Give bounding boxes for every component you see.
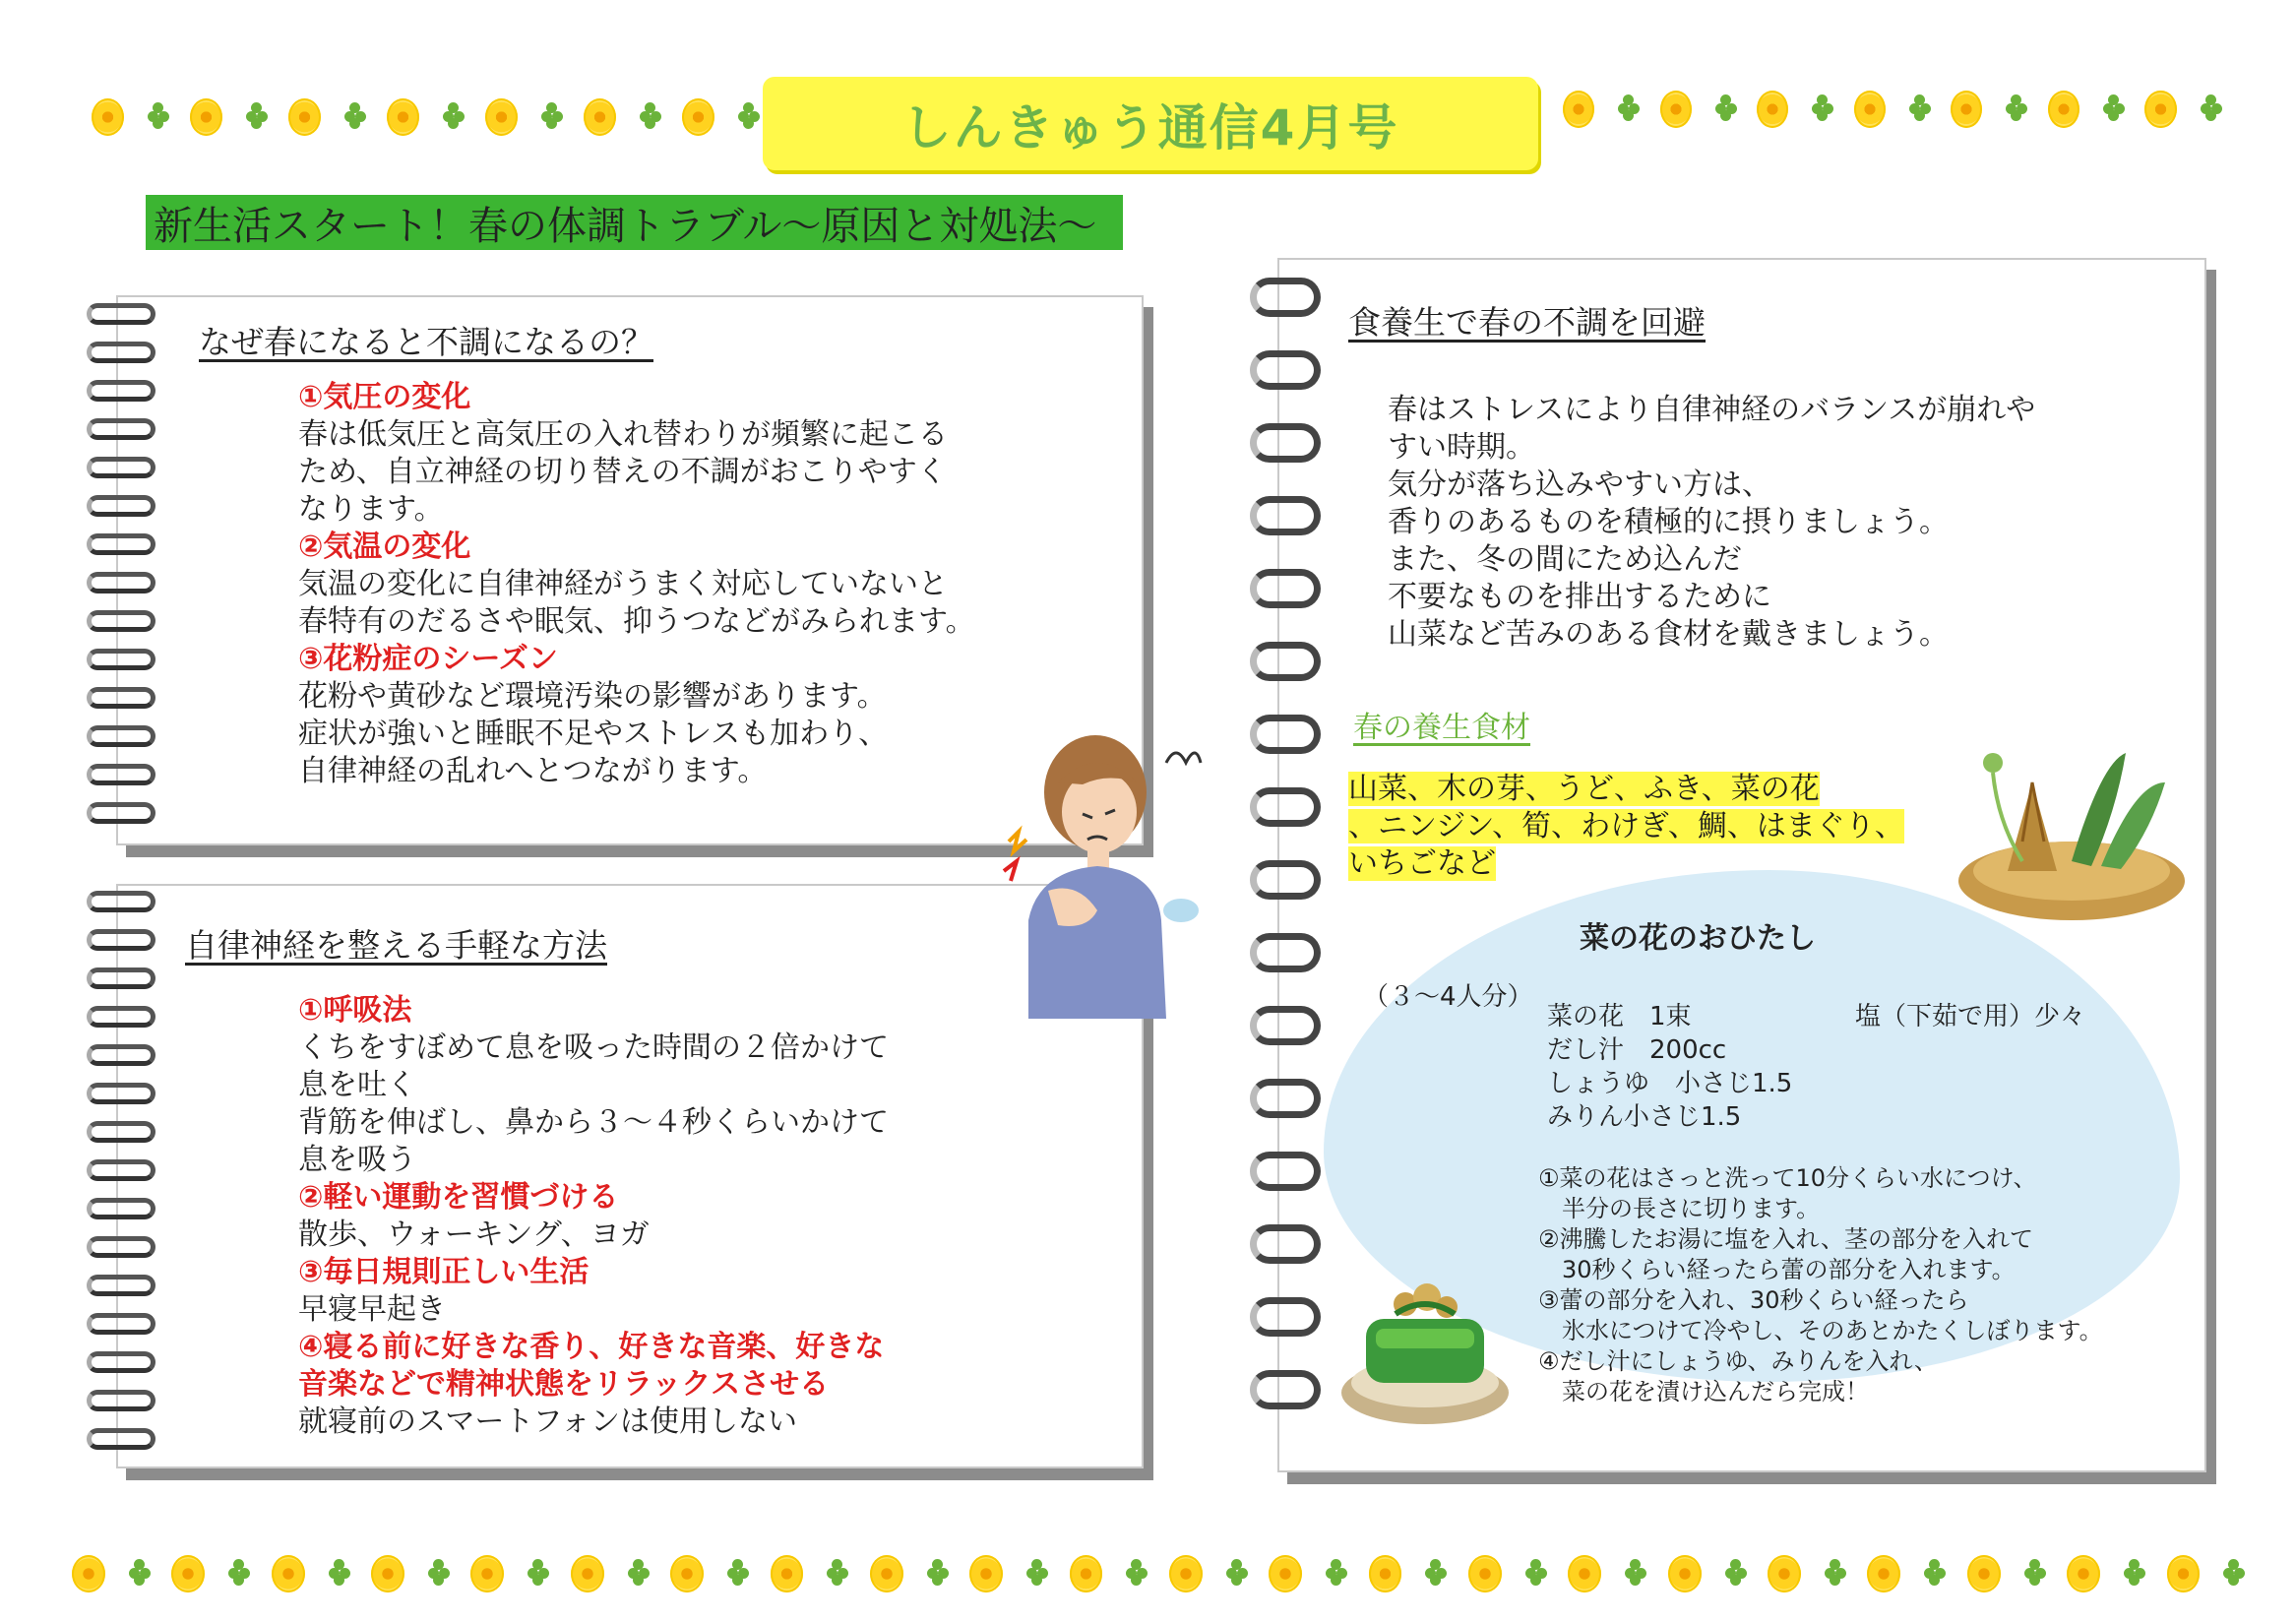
clover-decoration [1812,98,1831,120]
method-heading-4: ④寝る前に好きな香り、好きな音楽、好きな [298,1330,885,1364]
clover-decoration [344,106,363,128]
clover-decoration [1924,1563,1944,1585]
method-text: 息を吐く [298,1068,416,1102]
spiral-ring [1250,569,1321,608]
cause-heading-3: ③花粉症のシーズン [298,642,558,676]
spiral-ring [1250,642,1321,681]
flower-decoration [1169,1555,1203,1592]
spiral-ring [87,1351,155,1373]
headline-text: 新生活スタート！春の体調トラブル～原因と対処法～ [154,203,1097,249]
diet-text: すい時期。 [1388,430,1535,465]
clover-decoration [1715,98,1734,120]
clover-decoration [246,106,265,128]
spiral-ring [87,1006,155,1028]
flower-decoration [682,98,714,136]
spiral-ring [1250,933,1321,972]
spiral-ring [87,303,155,325]
spiral-ring [87,1428,155,1450]
clover-decoration [148,106,166,128]
cause-heading-2: ②気温の変化 [298,530,471,564]
method-text: 息を吸う [298,1143,416,1177]
recipe-step: 半分の長さに切ります。 [1538,1195,1821,1222]
flower-decoration [387,98,419,136]
flower-decoration [1854,91,1886,128]
diet-text: 不要なものを排出するために [1388,580,1771,614]
flower-decoration [1867,1555,1900,1592]
flower-decoration [584,98,616,136]
ingredient: 菜の花 1束 [1547,1002,1692,1031]
clover-decoration [2024,1563,2044,1585]
section-causes-body [298,379,1046,790]
ingredient: しょうゆ 小さじ1.5 [1547,1069,1793,1098]
spiral-ring [87,342,155,363]
spiral-ring [87,649,155,670]
clover-decoration [1825,1563,1844,1585]
method-text: 散歩、ウォーキング、ヨガ [298,1217,650,1252]
spiral-ring [1250,715,1321,754]
flower-decoration [485,98,518,136]
cause-text: 気温の変化に自律神経がうまく対応していないと [298,567,948,601]
flower-decoration [1660,91,1692,128]
method-heading-4-cont: 音楽などで精神状態をリラックスさせる [298,1367,830,1402]
bottom-flower-border [54,1555,2249,1592]
clover-decoration [738,106,757,128]
flower-decoration [1668,1555,1702,1592]
clover-decoration [1425,1563,1445,1585]
spiral-binding-1 [87,303,155,841]
spring-foods-list [1348,771,1958,883]
recipe-salt: 塩（下茹で用）少々 [1855,1002,2086,1031]
flower-decoration [670,1555,704,1592]
flower-decoration [470,1555,504,1592]
spiral-ring [1250,1224,1321,1264]
clover-decoration [1625,1563,1644,1585]
section-diet-body [1388,392,2136,654]
flower-decoration [1369,1555,1402,1592]
flower-decoration [190,98,222,136]
spiral-ring [87,687,155,709]
flower-decoration [1768,1555,1801,1592]
clover-decoration [2201,98,2219,120]
spiral-ring [87,457,155,478]
spiral-ring [87,533,155,555]
flower-decoration [92,98,124,136]
section-diet-title: 食養生で春の不調を回避 [1348,303,1706,342]
recipe-step: ①菜の花はさっと洗って10分くらい水につけ、 [1538,1164,2037,1192]
cause-text: 症状が強いと睡眠不足やストレスも加わり、 [298,717,889,751]
clover-decoration [1618,98,1637,120]
diet-text: 春はストレスにより自律神経のバランスが崩れや [1388,393,2036,427]
diet-text: 山菜など苦みのある食材を戴きましょう。 [1388,617,1949,652]
woman-discomfort-illustration [989,723,1206,1019]
spiral-ring [1250,423,1321,463]
cause-text: 春は低気圧と高気圧の入れ替わりが頻繁に起こる [298,417,948,452]
clover-decoration [927,1563,947,1585]
spiral-ring [87,764,155,785]
ohitashi-dish-illustration [1336,1260,1514,1432]
diet-text: 気分が落ち込みやすい方は、 [1388,468,1771,502]
flower-decoration [1951,91,1982,128]
flower-decoration [870,1555,903,1592]
clover-decoration [1126,1563,1146,1585]
recipe-servings: （３～4人分） [1363,982,1533,1012]
spiral-ring [87,418,155,440]
cause-text: なります。 [298,492,444,527]
spiral-ring [87,891,155,912]
recipe-steps [1538,1163,2188,1407]
flower-decoration [969,1555,1003,1592]
top-flower-border-right [1545,91,2224,128]
clover-decoration [541,106,560,128]
headline-banner [146,195,1123,250]
flower-decoration [771,1555,804,1592]
spiral-ring [87,1198,155,1219]
clover-decoration [640,106,658,128]
spiral-ring [87,1275,155,1296]
spiral-ring [87,495,155,517]
clover-decoration [2103,98,2122,120]
flower-decoration [288,98,321,136]
section-methods-title: 自律神経を整える手軽な方法 [185,926,607,965]
spiral-ring [1250,1152,1321,1191]
cause-text: 花粉や黄砂など環境汚染の影響があります。 [298,679,887,714]
spiral-ring [1250,1370,1321,1409]
spiral-ring [87,725,155,747]
clover-decoration [329,1563,348,1585]
flower-decoration [72,1555,105,1592]
method-heading-2: ②軽い運動を習慣づける [298,1180,619,1215]
newsletter-title: しんきゅう通信4月号 [901,98,1399,156]
spiral-ring [87,929,155,951]
flower-decoration [2167,1555,2201,1592]
clover-decoration [1326,1563,1345,1585]
newsletter-title-box [763,77,1538,170]
flower-decoration [1563,91,1594,128]
cause-text: 春特有のだるさや眠気、抑うつなどがみられます。 [298,604,975,639]
spiral-ring [87,1083,155,1104]
recipe-step: 菜の花を漬け込んだら完成！ [1538,1378,1869,1405]
flower-decoration [272,1555,305,1592]
method-heading-1: ①呼吸法 [298,993,412,1028]
ingredient: だし汁 200cc [1547,1035,1727,1065]
clover-decoration [443,106,462,128]
flower-decoration [1967,1555,2001,1592]
clover-decoration [727,1563,747,1585]
section-causes-title: なぜ春になると不調になるの？ [199,323,653,361]
spiral-ring [87,572,155,593]
recipe-title: 菜の花のおひたし [1580,921,1816,956]
spiral-ring [87,802,155,824]
spiral-ring [87,968,155,989]
method-text: くちをすぼめて息を吸った時間の２倍かけて [298,1030,889,1065]
spiral-ring [87,1044,155,1066]
flower-decoration [571,1555,604,1592]
ingredient: みりん小さじ1.5 [1547,1102,1742,1132]
flower-decoration [1269,1555,1302,1592]
spiral-binding-3 [1250,278,1321,1443]
spring-foods-title: 春の養生食材 [1353,711,1530,745]
foods-line: 、ニンジン、筍、わけぎ、鯛、はまぐり、 [1348,809,1904,843]
flower-decoration [1468,1555,1502,1592]
cause-text: ため、自立神経の切り替えの不調がおこりやすく [298,455,947,489]
spiral-ring [1250,496,1321,535]
spiral-ring [1250,1297,1321,1337]
flower-decoration [2048,91,2079,128]
method-text: 早寝早起き [298,1292,446,1327]
clover-decoration [2223,1563,2243,1585]
spiral-ring [87,1236,155,1258]
recipe-step: 30秒くらい経ったら蕾の部分を入れます。 [1538,1256,2016,1283]
method-text: 背筋を伸ばし、鼻から３～４秒くらいかけて [298,1105,889,1140]
spiral-ring [87,1313,155,1335]
spiral-ring [87,1121,155,1143]
spiral-ring [87,380,155,402]
method-heading-3: ③毎日規則正しい生活 [298,1255,590,1289]
clover-decoration [628,1563,648,1585]
recipe-ingredients [1547,1000,1792,1134]
clover-decoration [1909,98,1928,120]
clover-decoration [1525,1563,1545,1585]
spiral-ring [87,1159,155,1181]
clover-decoration [228,1563,248,1585]
method-text: 就寝前のスマートフォンは使用しない [298,1405,797,1439]
diet-text: 香りのあるものを積極的に摂りましょう。 [1388,505,1949,539]
flower-decoration [1568,1555,1601,1592]
cause-text: 自律神経の乱れへとつながります。 [298,754,768,788]
clover-decoration [827,1563,846,1585]
spiral-ring [1250,1006,1321,1045]
foods-line: 山菜、木の芽、うど、ふき、菜の花 [1348,772,1820,806]
spiral-ring [87,610,155,632]
recipe-step: ②沸騰したお湯に塩を入れ、茎の部分を入れて [1538,1225,2033,1253]
foods-line: いちごなど [1348,846,1496,881]
recipe-step: ③蕾の部分を入れ、30秒くらい経ったら [1538,1286,1969,1314]
top-flower-border-left [74,98,763,136]
flower-decoration [1070,1555,1103,1592]
spiral-binding-2 [87,891,155,1467]
recipe-step: ④だし汁にしょうゆ、みりんを入れ、 [1538,1347,1938,1375]
spring-vegetables-basket-illustration [1954,723,2190,930]
cause-heading-1: ①気圧の変化 [298,380,471,414]
clover-decoration [527,1563,547,1585]
spiral-ring [1250,787,1321,827]
flower-decoration [2144,91,2176,128]
flower-decoration [171,1555,205,1592]
clover-decoration [428,1563,448,1585]
clover-decoration [129,1563,149,1585]
flower-decoration [371,1555,404,1592]
clover-decoration [1226,1563,1246,1585]
spiral-ring [87,1390,155,1411]
clover-decoration [2006,98,2024,120]
diet-text: また、冬の間にため込んだ [1388,542,1742,577]
spiral-ring [1250,278,1321,317]
flower-decoration [1757,91,1788,128]
spiral-ring [1250,1079,1321,1118]
clover-decoration [2124,1563,2143,1585]
recipe-step: 氷水につけて冷やし、そのあとかたくしぼります。 [1538,1317,2103,1344]
spiral-ring [1250,350,1321,390]
clover-decoration [1026,1563,1046,1585]
clover-decoration [1725,1563,1745,1585]
flower-decoration [2067,1555,2100,1592]
section-methods-body [298,992,1046,1441]
spiral-ring [1250,860,1321,900]
